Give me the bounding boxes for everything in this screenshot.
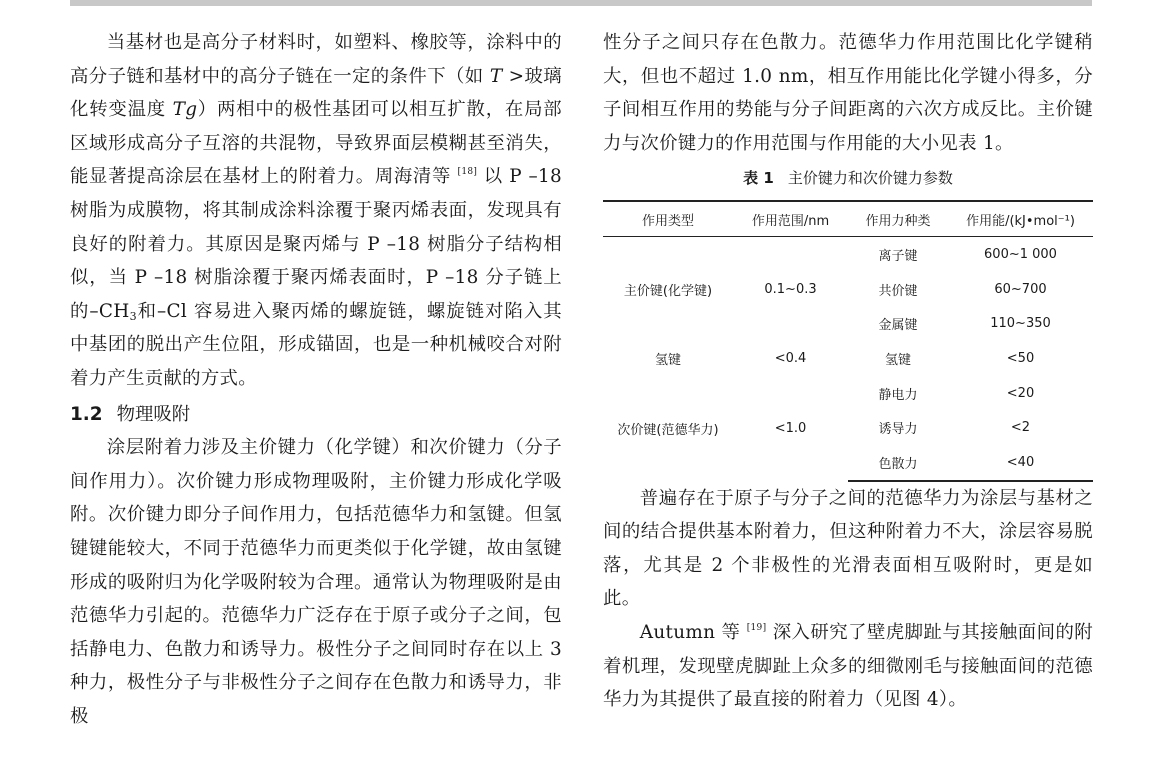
table-row: [603, 237, 1093, 272]
cell-energy: <40: [948, 445, 1093, 481]
header-range: 作用范围/nm: [733, 201, 848, 237]
cell-kind: 金属键: [878, 318, 918, 334]
paragraph-vdw-range: 性分子之间只存在色散力。范德华力作用范围比化学键稍大，但也不超过 1.0 nm，相互作用能比化学键小得多，分子间相互作用的势能与分子间距离的六次方成反比。主价键力与次价键力的作用范围与作用能的大小见表 1。: [603, 32, 1093, 154]
cell-energy: 600~1 000: [984, 247, 1057, 263]
table-row: [603, 341, 1093, 376]
table-row: [603, 376, 1093, 411]
paragraph-vdw-adhesion: 普遍存在于原子与分子之间的范德华力为涂层与基材之间的结合提供基本附着力，但这种附着力不大，涂层容易脱落，尤其是 2 个非极性的光滑表面相互吸附时，更是如此。: [603, 487, 1093, 610]
cell-range: 0.1~0.3: [764, 281, 817, 297]
page-top-rule: [70, 0, 1092, 6]
subscript-3: 3: [129, 309, 137, 323]
citation-18[interactable]: [18]: [457, 167, 478, 178]
bond-parameter-table: [603, 200, 1093, 481]
cell-kind: 氢键: [884, 352, 911, 368]
cell-kind: 离子键: [878, 249, 918, 265]
cell-energy: 110~350: [990, 316, 1051, 332]
header-type: 作用类型: [603, 201, 733, 237]
symbol-T: T: [489, 65, 503, 87]
cell-energy: 60~700: [994, 281, 1047, 297]
cell-range: <0.4: [774, 350, 807, 366]
table-title: 主价键力和次价键力参数: [787, 169, 953, 188]
header-kind: 作用力种类: [848, 201, 948, 237]
header-energy: 作用能/(kJ•mol⁻¹): [948, 201, 1093, 237]
left-column: [70, 26, 562, 733]
cell-type: 次价键(范德华力): [617, 422, 719, 438]
table-caption: [603, 166, 1093, 190]
citation-19[interactable]: [19]: [746, 622, 767, 633]
cell-range: <1.0: [774, 420, 807, 436]
paragraph-gecko: Autumn 等 [19] 深入研究了壁虎脚趾与其接触面间的附着机理，发现壁虎脚趾上众多的细微刚毛与接触面间的范德华力为其提供了最直接的附着力（见图 4）。: [603, 621, 1093, 711]
cell-kind: 色散力: [848, 445, 948, 481]
paragraph-substrate-polymer: 当基材也是高分子材料时，如塑料、橡胶等，涂料中的高分子链和基材中的高分子链在一定的条件下（如 T >玻璃化转变温度 Tg）两相中的极性基团可以相互扩散，在局部区域形成高分子互溶的共混物，导致界面层模糊甚至消失，能显著提高涂层在基材上的附着力。周海清等 [18] 以 P –18 树脂为成膜物，将其制成涂料涂覆于聚丙烯表面，发现具有良好的附着力。其原因是聚丙烯与 P –18 树脂分子结构相似，当 P –18 树脂涂覆于聚丙烯表面时，P –18 分子链上的$-CH_3$和–Cl 容易进入聚丙烯的螺旋链，螺旋链对陷入其中基团的脱出产生位阻，形成锚固，也是一种机械咬合对附着力产生贡献的方式。: [70, 32, 562, 389]
cell-energy: <20: [1006, 385, 1035, 401]
section-number: 1.2: [70, 403, 103, 425]
section-heading: [70, 398, 562, 432]
cell-energy: <2: [1010, 420, 1031, 436]
cell-type: 氢键: [654, 352, 681, 368]
symbol-Tg: Tg: [172, 99, 198, 121]
table-number: 表 1: [743, 169, 774, 188]
cell-energy: <50: [1006, 350, 1035, 366]
cell-kind: 诱导力: [878, 422, 918, 438]
cell-kind: 静电力: [878, 387, 918, 403]
right-column: [603, 26, 1093, 717]
paragraph-physical-adsorption: 涂层附着力涉及主价键力（化学键）和次价键力（分子间作用力）。次价键力形成物理吸附，主价键力形成化学吸附。次价键力即分子间作用力，包括范德华力和氢键。但氢键键能较大，不同于范德华力而更类似于化学键，故由氢键形成的吸附归为化学吸附较为合理。通常认为物理吸附是由范德华力引起的。范德华力广泛存在于原子或分子之间，包括静电力、色散力和诱导力。极性分子之间同时存在以上 3 种力，极性分子与非极性分子之间存在色散力和诱导力，非极: [70, 437, 562, 727]
cell-type: 主价键(化学键): [623, 283, 713, 299]
section-title: 物理吸附: [116, 403, 191, 425]
table-header-row: [603, 201, 1093, 237]
cell-kind: 共价键: [878, 283, 918, 299]
